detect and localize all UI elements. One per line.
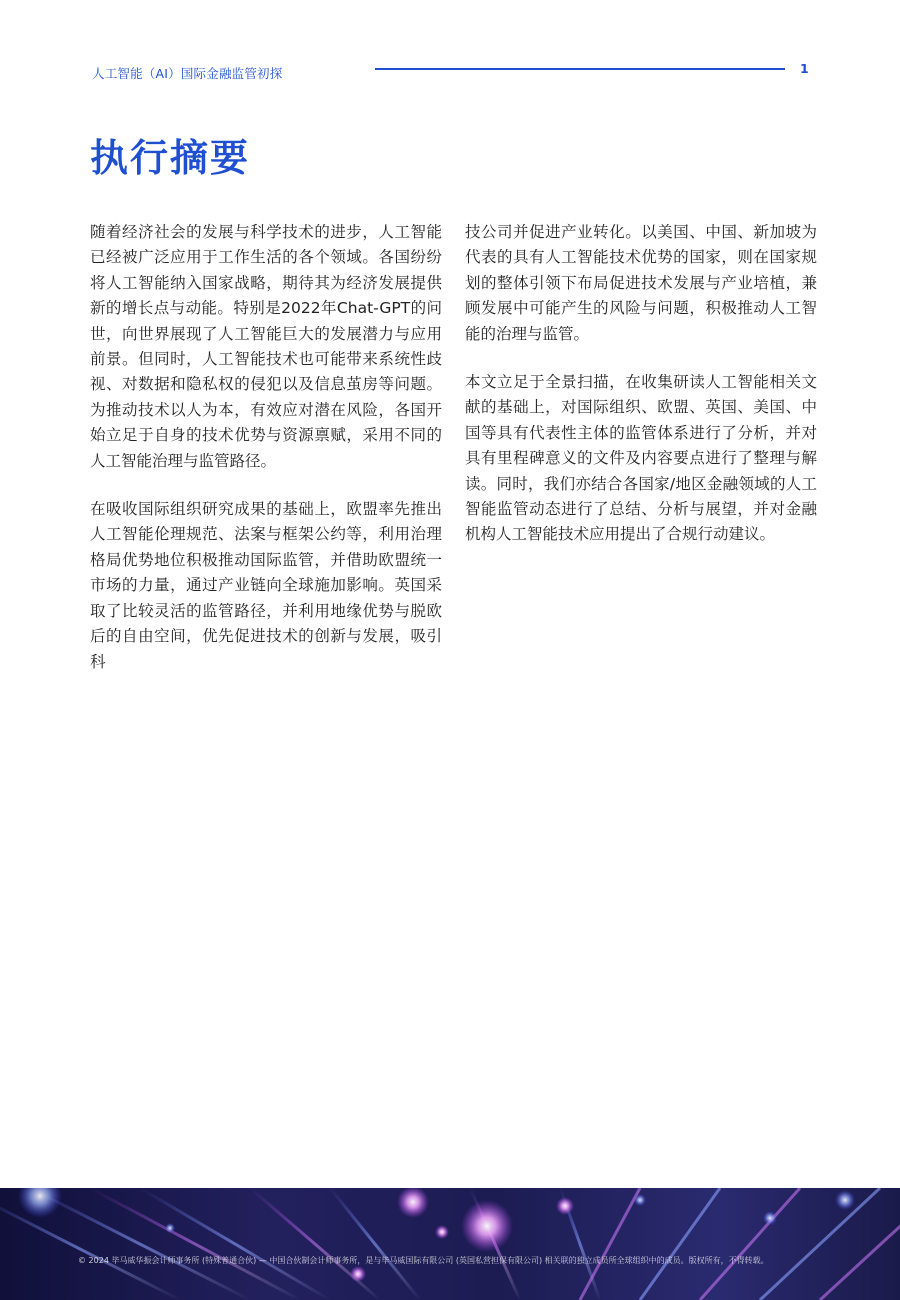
paragraph: 在吸收国际组织研究成果的基础上，欧盟率先推出人工智能伦理规范、法案与框架公约等，利用治理格局优势地位积极推动国际监管，并借助欧盟统一市场的力量，通过产业链向全球施加影响。英国采取了比较灵活的监管路径，并利用地缘优势与脱欧后的自由空间，优先促进技术的创新与发展，吸引科 (90, 500, 442, 671)
page-title: 执行摘要 (90, 136, 251, 180)
paragraph: 技公司并促进产业转化。以美国、中国、新加坡为代表的具有人工智能技术优势的国家，则在国家规划的整体引领下布局促进技术发展与产业培植，兼顾发展中可能产生的风险与问题，积极推动人工智能的治理与监管。 (465, 223, 817, 343)
copyright-notice: © 2024 毕马威华振会计师事务所 (特殊普通合伙) — 中国合伙制会计师事务所，是与毕马威国际有限公司 (英国私营担保有限公司) 相关联的独立成员所全球组织中的成员。版权所有，不得转载。 (78, 1256, 769, 1265)
header-divider (375, 68, 785, 70)
left-column (90, 220, 442, 698)
page-number: 1 (800, 61, 809, 76)
footer-banner-image (0, 1188, 900, 1300)
fiber-optic-graphic (0, 1188, 900, 1300)
paragraph: 本文立足于全景扫描，在收集研读人工智能相关文献的基础上，对国际组织、欧盟、英国、美国、中国等具有代表性主体的监管体系进行了分析，并对具有里程碑意义的文件及内容要点进行了整理与解读。同时，我们亦结合各国家/地区金融领域的人工智能监管动态进行了总结、分析与展望，并对金融机构人工智能技术应用提出了合规行动建议。 (465, 373, 817, 544)
paragraph: 随着经济社会的发展与科学技术的进步，人工智能已经被广泛应用于工作生活的各个领域。各国纷纷将人工智能纳入国家战略，期待其为经济发展提供新的增长点与动能。特别是2022年Chat-GPT的问世，向世界展现了人工智能巨大的发展潜力与应用前景。但同时，人工智能技术也可能带来系统性歧视、对数据和隐私权的侵犯以及信息茧房等问题。为推动技术以人为本，有效应对潜在风险，各国开始立足于自身的技术优势与资源禀赋，采用不同的人工智能治理与监管路径。 (90, 223, 442, 470)
report-title: 人工智能（AI）国际金融监管初探 (92, 66, 283, 81)
right-column (465, 220, 817, 571)
